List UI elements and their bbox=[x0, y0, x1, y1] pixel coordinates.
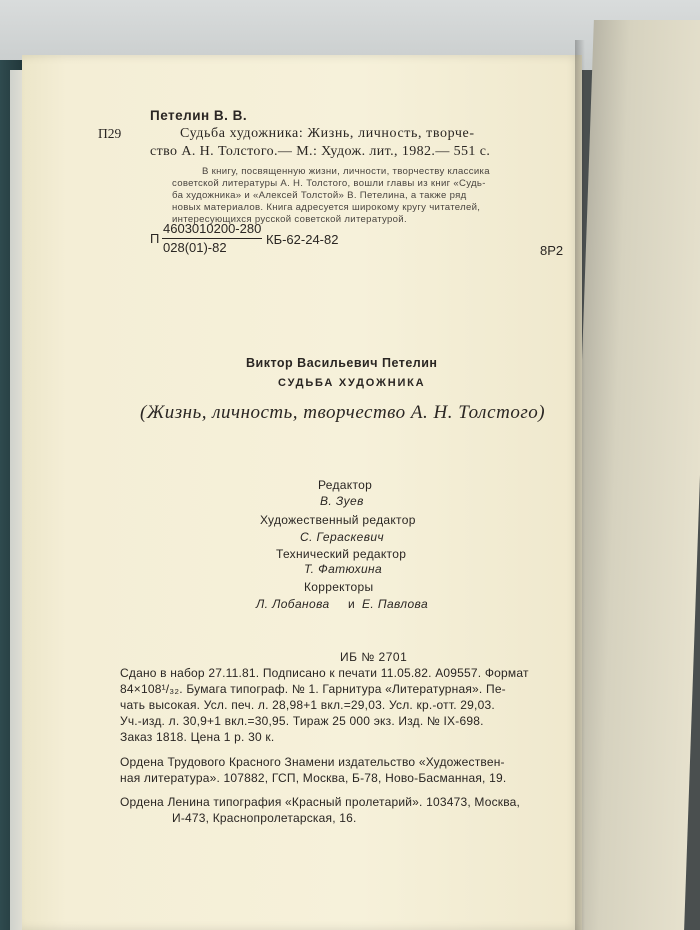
catalog-index: 8Р2 bbox=[540, 243, 564, 258]
annotation-line: В книгу, посвященную жизни, личности, творчеству классика bbox=[202, 166, 490, 177]
editor-name: В. Зуев bbox=[320, 494, 364, 508]
page-gutter-shadow bbox=[575, 40, 585, 930]
imprint-line: Сдано в набор 27.11.81. Подписано к печати 11.05.82. А09557. Формат bbox=[120, 666, 529, 680]
imprint-line: чать высокая. Усл. печ. л. 28,98+1 вкл.=29,03. Усл. кр.-отт. 29,03. bbox=[120, 698, 495, 712]
art-editor-name: С. Гераскевич bbox=[300, 530, 385, 544]
catalog-denominator: 028(01)-82 bbox=[163, 240, 227, 255]
annotation-line: новых материалов. Книга адресуется широкому кругу читателей, bbox=[172, 202, 481, 213]
publisher-line: Ордена Трудового Красного Знамени издательство «Художествен- bbox=[120, 755, 505, 769]
author-short: Петелин В. В. bbox=[150, 108, 248, 123]
proofreaders-and: и bbox=[348, 597, 356, 611]
annotation-line: интересующихся русской советской литературой. bbox=[172, 214, 407, 225]
author-full-name: Виктор Васильевич Петелин bbox=[246, 356, 438, 370]
catalog-prefix: П bbox=[150, 231, 160, 246]
editor-label: Редактор bbox=[318, 478, 373, 492]
publisher-line: ная литература». 107882, ГСП, Москва, Б-78, Ново-Басманная, 19. bbox=[120, 771, 507, 785]
catalog-kb-code: КБ-62-24-82 bbox=[266, 232, 339, 247]
proofreader-name-2: Е. Павлова bbox=[362, 597, 429, 611]
book-title: СУДЬБА ХУДОЖНИКА bbox=[278, 377, 426, 389]
proofreaders-label: Корректоры bbox=[304, 580, 374, 594]
tech-editor-label: Технический редактор bbox=[276, 547, 407, 561]
annotation-line: ба художника» и «Алексей Толстой» В. Петелина, а также ряд bbox=[172, 190, 467, 201]
bibliographic-line-1: Судьба художника: Жизнь, личность, творче- bbox=[180, 126, 475, 141]
printer-line: Ордена Ленина типография «Красный пролетарий». 103473, Москва, bbox=[120, 795, 521, 809]
book-subtitle: (Жизнь, личность, творчество А. Н. Толстого) bbox=[140, 402, 546, 423]
catalog-code: П29 bbox=[98, 126, 122, 141]
annotation-line: советской литературы А. Н. Толстого, вошли главы из книг «Судь- bbox=[172, 178, 486, 189]
catalog-numerator: 4603010200-280 bbox=[163, 221, 262, 236]
tech-editor-name: Т. Фатюхина bbox=[304, 562, 383, 576]
proofreader-name-1: Л. Лобанова bbox=[256, 597, 330, 611]
imprint-line: Заказ 1818. Цена 1 р. 30 к. bbox=[120, 730, 275, 744]
art-editor-label: Художественный редактор bbox=[260, 513, 416, 527]
printer-line: И-473, Краснопролетарская, 16. bbox=[172, 811, 357, 825]
imprint-line: Уч.-изд. л. 30,9+1 вкл.=30,95. Тираж 25 000 экз. Изд. № IX-698. bbox=[120, 714, 484, 728]
imprint-line: 84×108¹/₃₂. Бумага типограф. № 1. Гарнитура «Литературная». Пе- bbox=[120, 682, 506, 696]
fraction-bar bbox=[162, 238, 262, 239]
ib-number: ИБ № 2701 bbox=[340, 650, 408, 664]
bibliographic-line-2: ство А. Н. Толстого.— М.: Худож. лит., 1982.— 551 с. bbox=[150, 144, 491, 159]
